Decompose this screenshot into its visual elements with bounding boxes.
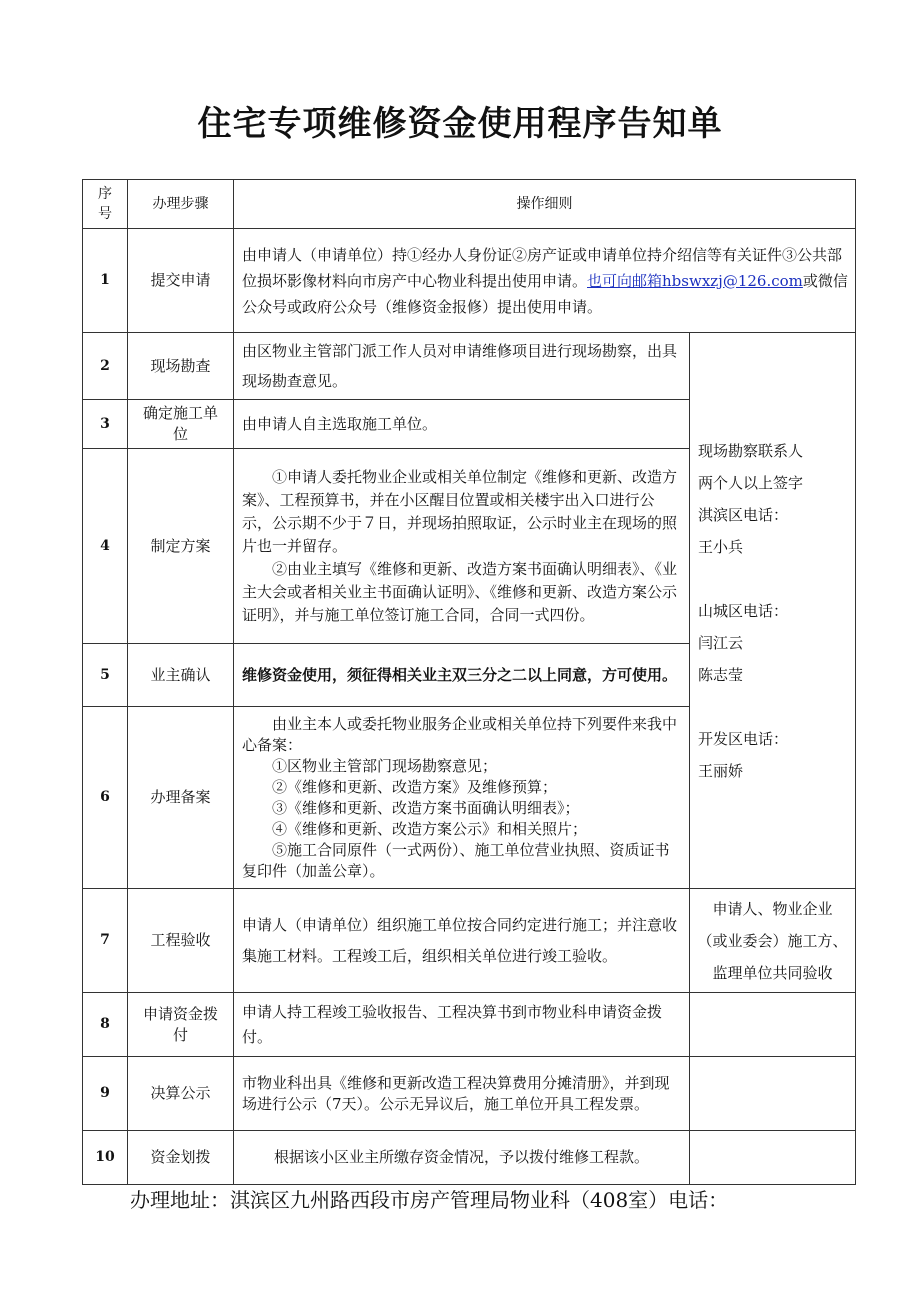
row-step: 资金划拨 (128, 1131, 234, 1185)
row-no: 7 (83, 889, 128, 993)
list-item: ⑤施工合同原件（一式两份）、施工单位营业执照、资质证书复印件（加盖公章）。 (242, 840, 670, 880)
row-step: 确定施工单位 (128, 400, 234, 449)
acceptance-cell (690, 889, 856, 993)
detail-text: 由申请人（申请单位）持①经办人身份证②房产证或申请单位持介绍信等有关证件③公共部位损坏影像材料向市房产中心物业科提出使用申请。 (242, 245, 843, 290)
contact-line: 陈志莹 (698, 665, 744, 684)
contact-line: 淇滨区电话： (698, 505, 789, 524)
header-detail: 操作细则 (234, 180, 856, 229)
empty-cell (690, 993, 856, 1057)
row-detail: 申请人持工程竣工验收报告、工程决算书到市物业科申请资金拨付。 (234, 993, 690, 1057)
row-detail: 维修资金使用，须征得相关业主双三分之二以上同意，方可使用。 (234, 644, 690, 707)
contact-line: 开发区电话： (698, 729, 789, 748)
acceptance-line: 监理单位共同验收 (712, 963, 833, 982)
table-row (83, 229, 856, 333)
row-no: 8 (83, 993, 128, 1057)
row-step: 办理备案 (128, 707, 234, 889)
row-detail: 根据该小区业主所缴存资金情况，予以拨付维修工程款。 (234, 1131, 690, 1185)
row-no: 6 (83, 707, 128, 889)
detail-paragraph: ②由业主填写《维修和更新、改造方案书面确认明细表》、《业主大会或者相关业主书面确认证明》、《维修和更新、改造方案公示证明》，并与施工单位签订施工合同，合同一式四份。 (242, 559, 678, 624)
contact-cell (690, 333, 856, 889)
row-no: 3 (83, 400, 128, 449)
row-no: 10 (83, 1131, 128, 1185)
row-detail: 市物业科出具《维修和更新改造工程决算费用分摊清册》，并到现场进行公示（7天）。公示无异议后，施工单位开具工程发票。 (234, 1057, 690, 1131)
header-step: 办理步骤 (128, 180, 234, 229)
row-step: 提交申请 (128, 229, 234, 333)
acceptance-line: （或业委会）施工方、 (697, 931, 848, 950)
acceptance-line: 申请人、物业企业 (712, 899, 833, 918)
table-row (83, 889, 856, 993)
contact-line: 王丽娇 (698, 761, 744, 780)
contact-line: 王小兵 (698, 537, 744, 556)
contact-line: 两个人以上签字 (698, 473, 804, 492)
empty-cell (690, 1131, 856, 1185)
detail-paragraph: 由业主本人或委托物业服务企业或相关单位持下列要件来我中心备案： (242, 714, 678, 754)
row-step: 申请资金拨付 (128, 993, 234, 1057)
detail-paragraph: ①申请人委托物业企业或相关单位制定《维修和更新、改造方案》、工程预算书，并在小区醒目位置或相关楼宇出入口进行公示，公示期不少于７日，并现场拍照取证，公示时业主在现场的照片也一并留存。 (242, 467, 678, 555)
list-item: ①区物业主管部门现场勘察意见； (272, 756, 498, 775)
row-no: 4 (83, 449, 128, 644)
row-no: 1 (83, 229, 128, 333)
table-row (83, 333, 856, 400)
empty-cell (690, 1057, 856, 1131)
row-detail: 由申请人自主选取施工单位。 (234, 400, 690, 449)
email-link[interactable]: 也可向邮箱hbswxzj@126.com (587, 271, 803, 290)
row-step: 决算公示 (128, 1057, 234, 1131)
footer-address: 办理地址：淇滨区九州路西段市房产管理局物业科（408室）电话： (130, 1188, 729, 1212)
row-step: 制定方案 (128, 449, 234, 644)
page-title: 住宅专项维修资金使用程序告知单 (197, 104, 723, 144)
row-step: 工程验收 (128, 889, 234, 993)
row-step: 现场勘查 (128, 333, 234, 400)
detail-text: 或微信公众号或政府公众号（维修资金报修）提出使用申请。 (242, 271, 848, 316)
row-detail (234, 707, 690, 889)
list-item: ②《维修和更新、改造方案》及维修预算； (272, 777, 558, 796)
row-no: 5 (83, 644, 128, 707)
row-no: 9 (83, 1057, 128, 1131)
list-item: ③《维修和更新、改造方案书面确认明细表》； (272, 798, 580, 817)
table-row (83, 993, 856, 1057)
table-row (83, 1131, 856, 1185)
table-row (83, 1057, 856, 1131)
procedure-table (82, 179, 856, 1185)
header-row (83, 180, 856, 229)
row-no: 2 (83, 333, 128, 400)
contact-line: 闫江云 (698, 633, 744, 652)
contact-line: 现场勘察联系人 (698, 441, 804, 460)
header-no: 序号 (83, 180, 128, 229)
row-step: 业主确认 (128, 644, 234, 707)
contact-line: 山城区电话： (698, 601, 789, 620)
row-detail: 申请人（申请单位）组织施工单位按合同约定进行施工；并注意收集施工材料。工程竣工后，组织相关单位进行竣工验收。 (234, 889, 690, 993)
row-detail (234, 229, 856, 333)
list-item: ④《维修和更新、改造方案公示》和相关照片； (272, 819, 588, 838)
row-detail (234, 449, 690, 644)
row-detail: 由区物业主管部门派工作人员对申请维修项目进行现场勘察，出具现场勘查意见。 (234, 333, 690, 400)
